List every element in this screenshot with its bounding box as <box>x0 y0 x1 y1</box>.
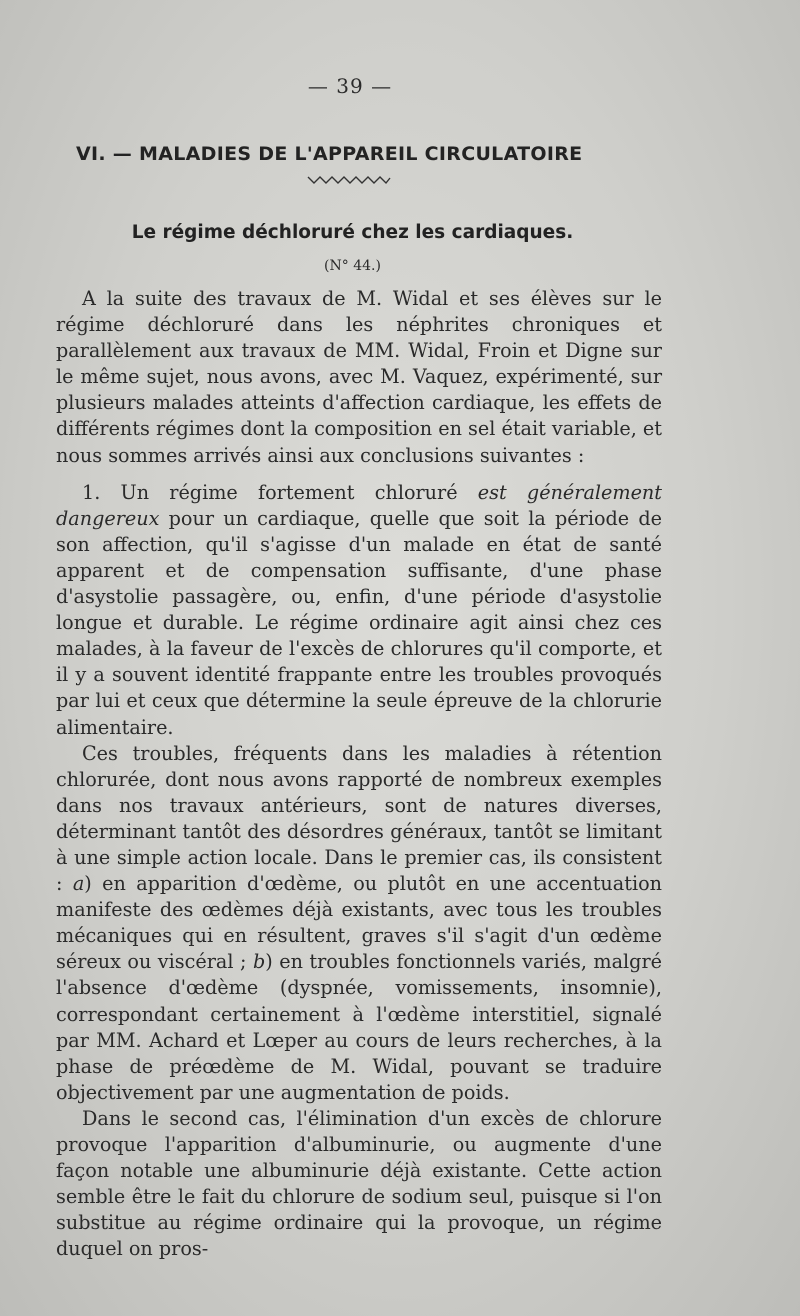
emphasized-text: est généralement dangereux <box>56 480 662 530</box>
list-marker-b: b <box>252 950 266 974</box>
paragraph-conclusion-1 <box>56 480 662 741</box>
paragraph-second-case: Dans le second cas, l'élimination d'un excès de chlorure provoque l'apparition d'albuminurie, ou augmente d'une façon notable une albuminurie déjà existante. Cette action semble être le fait du chlorure de sodium seul, puisque si l'on substitue au régime ordinaire qui la provoque, un régime duquel on pros- <box>56 1106 662 1261</box>
paragraph-text: 1. Un régime fortement chloruré <box>82 480 478 504</box>
paragraph-text: Ces troubles, fréquents dans les maladies à rétention chlorurée, dont nous avons rapporté de nombreux exemples dans nos travaux antérieurs, sont de natures diverses, déterminant tantôt des désordres généraux, tantôt se limitant à une simple action locale. Dans le premier cas, ils consistent : <box>56 741 662 896</box>
paragraph-text: pour un cardiaque, quelle que soit la période de son affection, qu'il s'agisse d'un malade en état de santé apparent et de compensation suffisante, d'une phase d'asystolie passagère, ou, enfin, d'une période d'asystolie longue et durable. Le régime ordinaire agit ainsi chez ces malades, à la faveur de l'excès de chlorures qu'il comporte, et il y a souvent identité frappante entre les troubles provoqués par lui et ceux que détermine la seule épreuve de la chlorurie alimentaire. <box>56 506 662 739</box>
paragraph-troubles <box>56 741 662 1106</box>
page-number: — 39 — <box>307 74 393 98</box>
paragraph-text: ) en apparition d'œdème, ou plutôt en une accentuation manifeste des œdèmes déjà existants, avec tous les troubles mécaniques qui en résultent, graves s'il s'agit d'un œdème séreux ou viscéral ; <box>56 872 662 974</box>
chapter-title: VI. — MALADIES DE L'APPAREIL CIRCULATOIRE <box>76 143 583 165</box>
paragraph-text: ) en troubles fonctionnels variés, malgré l'absence d'œdème (dyspnée, vomissements, insomnie), correspondant certainement à l'œdème interstitiel, signalé par MM. Achard et Lœper au cours de leurs recherches, à la phase de préœdème de M. Widal, pouvant se traduire objectivement par une augmentation de poids. <box>56 950 662 1104</box>
section-title: Le régime déchloruré chez les cardiaques. <box>131 222 574 243</box>
body-text <box>56 286 662 1262</box>
paragraph-intro: A la suite des travaux de M. Widal et ses élèves sur le régime déchloruré dans les néphrites chroniques et parallèlement aux travaux de MM. Widal, Froin et Digne sur le même sujet, nous avons, avec M. Vaquez, expérimenté, sur plusieurs malades atteints d'affection cardiaque, les effets de différents régimes dont la composition en sel était variable, et nous sommes arrivés ainsi aux conclusions suivantes : <box>56 287 662 467</box>
list-marker-a: a <box>72 872 85 896</box>
wavy-ornament <box>306 172 392 186</box>
section-number: (N° 44.) <box>324 258 381 274</box>
